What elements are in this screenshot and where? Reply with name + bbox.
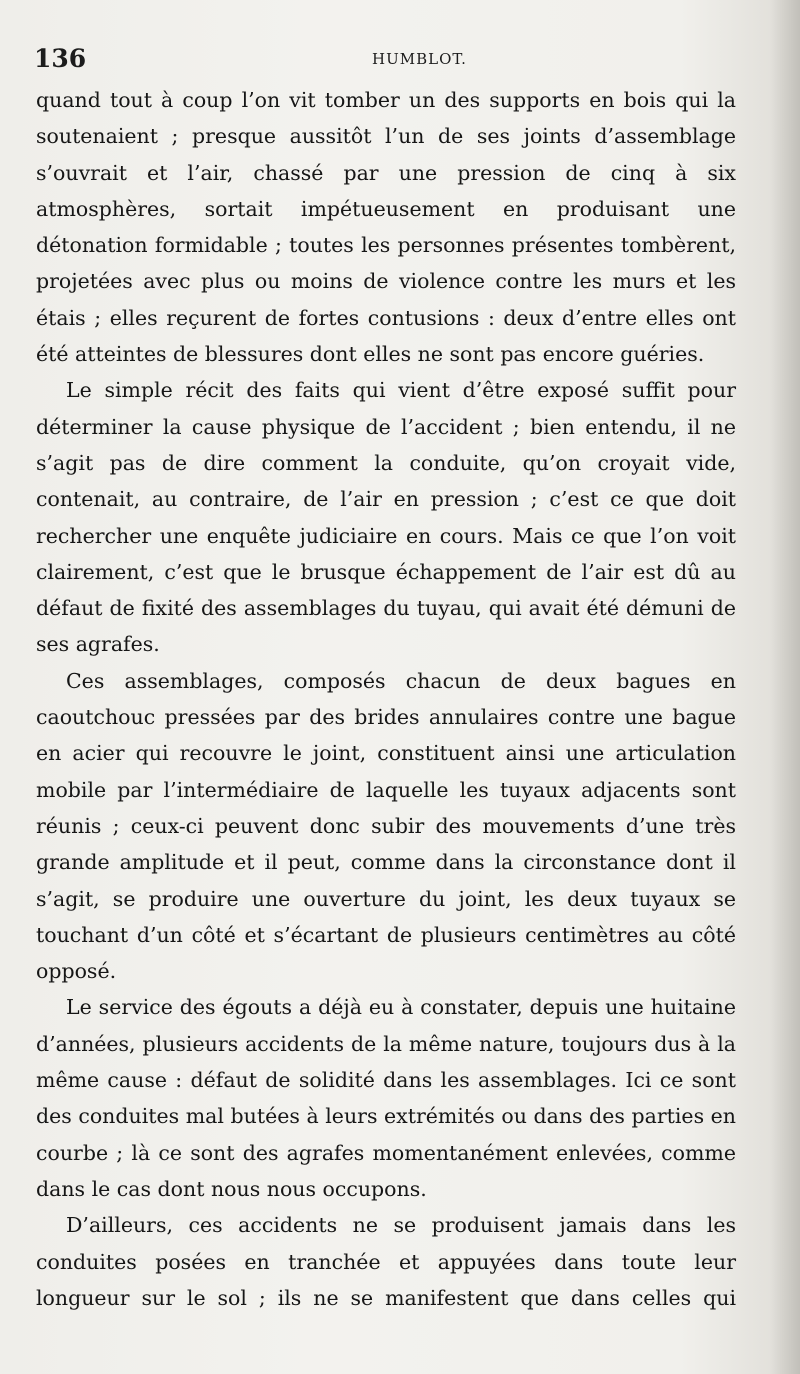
paragraph: Ces assemblages, composés chacun de deux bagues en caoutchouc pressées par des brides annulaires contre une bague en acier qui recouvre le joint, constituent ainsi une articulation mobile par l’intermédiaire de laquelle les tuyaux adjacents sont réunis ; ceux-ci peuvent donc subir des mouvements d’une très grande amplitude et il peut, comme dans la circonstance dont il s’agit, se produire une ouverture du joint, les deux tuyaux se touchant d’un côté et s’écartant de plusieurs centimètres au côté opposé. <box>36 668 736 984</box>
page-edge-shadow <box>770 0 800 1374</box>
page-header <box>34 44 734 78</box>
body-text <box>36 82 736 1316</box>
paragraph: Le simple récit des faits qui vient d’être exposé suffit pour déterminer la cause physique de l’accident ; bien entendu, il ne s’agit pas de dire comment la conduite, qu’on croyait vide, contenait, au contraire, de l’air en pression ; c’est ce que doit rechercher une enquête judiciaire en cours. Mais ce que l’on voit clairement, c’est que le brusque échappement de l’air est dû au défaut de fixité des assemblages du tuyau, qui avait été démuni de ses agrafes. <box>36 378 736 657</box>
paragraph: Le service des égouts a déjà eu à constater, depuis une huitaine d’années, plusieurs accidents de la même nature, toujours dus à la même cause : défaut de solidité dans les assemblages. Ici ce sont des conduites mal butées à leurs extrémités ou dans des parties en courbe ; là ce sont des agrafes momentanément enlevées, comme dans le cas dont nous nous occupons. <box>36 995 736 1201</box>
paragraph: D’ailleurs, ces accidents ne se produisent jamais dans les conduites posées en tranchée et appuyées dans toute leur longueur sur le sol ; ils ne se manifestent que dans celles qui <box>36 1213 736 1310</box>
running-head: HUMBLOT. <box>372 50 467 68</box>
page-number: 136 <box>34 44 87 73</box>
paragraph-continuation: quand tout à coup l’on vit tomber un des supports en bois qui la soutenaient ; presque aussitôt l’un de ses joints d’assemblage s’ouvrait et l’air, chassé par une pression de cinq à six atmosphères, sortait impétueusement en produisant une détonation formidable ; toutes les personnes présentes tombèrent, projetées avec plus ou moins de violence contre les murs et les étais ; elles reçurent de fortes contusions : deux d’entre elles ont été atteintes de blessures dont elles ne sont pas encore guéries. <box>36 88 736 367</box>
